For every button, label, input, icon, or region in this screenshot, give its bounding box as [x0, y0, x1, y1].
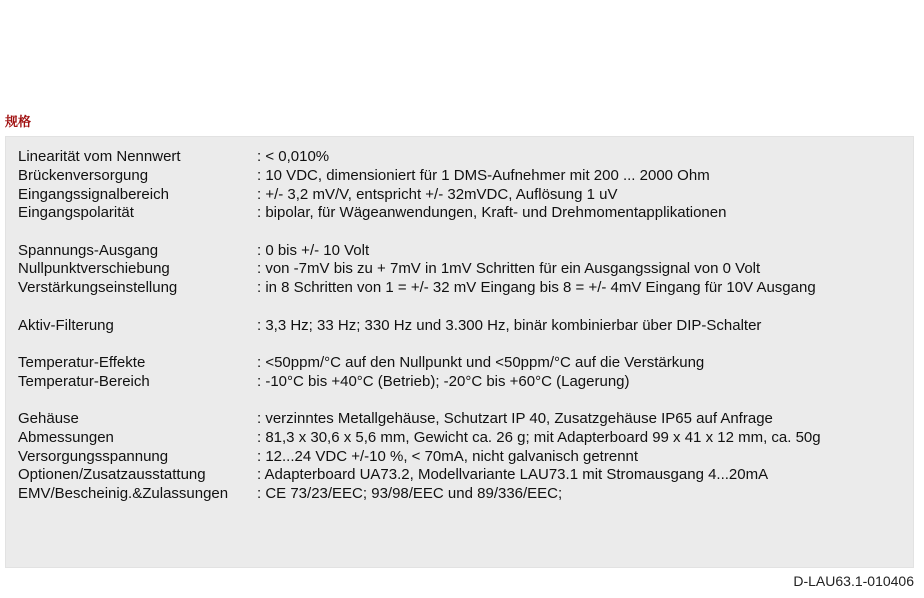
document-code: D-LAU63.1-010406: [793, 573, 914, 589]
spec-row-active-filter: [18, 316, 761, 335]
spec-value: : < 0,010%: [257, 148, 330, 165]
spec-row-zero-offset: [18, 259, 760, 278]
spec-value: : verzinntes Metallgehäuse, Schutzart IP 40, Zusatzgehäuse IP65 auf Anfrage: [257, 410, 773, 427]
spec-value: : +/- 3,2 mV/V, entspricht +/- 32mVDC, Auflösung 1 uV: [257, 186, 618, 203]
spec-value: : 3,3 Hz; 33 Hz; 330 Hz und 3.300 Hz, binär kombinierbar über DIP-Schalter: [257, 317, 762, 334]
spec-label: Abmessungen: [18, 429, 114, 446]
spec-label: Gehäuse: [18, 410, 79, 427]
spec-label: Linearität vom Nennwert: [18, 148, 181, 165]
spec-label: Temperatur-Effekte: [18, 354, 146, 371]
spec-row-options: [18, 465, 768, 484]
spec-value: : Adapterboard UA73.2, Modellvariante LAU73.1 mit Stromausgang 4...20mA: [257, 466, 769, 483]
spec-label: Brückenversorgung: [18, 167, 149, 184]
spec-row-input-polarity: [18, 203, 726, 222]
spec-label: Versorgungsspannung: [18, 448, 169, 465]
spec-label: Eingangssignalbereich: [18, 186, 169, 203]
spec-row-temperature-range: [18, 372, 630, 391]
spec-label: Verstärkungseinstellung: [18, 279, 178, 296]
spec-row-dimensions: [18, 428, 821, 447]
spec-row-supply-voltage: [18, 447, 638, 466]
section-title: 规格: [5, 115, 32, 130]
spec-value: : 12...24 VDC +/-10 %, < 70mA, nicht galvanisch getrennt: [257, 448, 639, 465]
spec-label: EMV/Bescheinig.&Zulassungen: [18, 485, 229, 502]
spec-row-gain-setting: [18, 278, 816, 297]
spec-value: : <50ppm/°C auf den Nullpunkt und <50ppm/°C auf die Verstärkung: [257, 354, 705, 371]
spec-value: : CE 73/23/EEC; 93/98/EEC und 89/336/EEC;: [257, 485, 563, 502]
spec-value: : von -7mV bis zu + 7mV in 1mV Schritten für ein Ausgangssignal von 0 Volt: [257, 260, 761, 277]
spec-value: : -10°C bis +40°C (Betrieb); -20°C bis +60°C (Lagerung): [257, 373, 630, 390]
spec-label: Aktiv-Filterung: [18, 317, 114, 334]
spec-label: Nullpunktverschiebung: [18, 260, 170, 277]
spec-label: Eingangspolarität: [18, 204, 134, 221]
spec-row-linearity: [18, 147, 329, 166]
spec-label: Optionen/Zusatzausstattung: [18, 466, 206, 483]
spec-value: : in 8 Schritten von 1 = +/- 32 mV Eingang bis 8 = +/- 4mV Eingang für 10V Ausgang: [257, 279, 816, 296]
spec-value: : 10 VDC, dimensioniert für 1 DMS-Aufnehmer mit 200 ... 2000 Ohm: [257, 167, 710, 184]
spec-row-temperature-effects: [18, 353, 704, 372]
spec-row-bridge-supply: [18, 166, 710, 185]
spec-row-housing: [18, 409, 773, 428]
spec-row-input-range: [18, 185, 617, 204]
spec-table: [5, 136, 914, 568]
spec-value: : bipolar, für Wägeanwendungen, Kraft- und Drehmomentapplikationen: [257, 204, 727, 221]
spec-row-voltage-output: [18, 241, 369, 260]
spec-value: : 81,3 x 30,6 x 5,6 mm, Gewicht ca. 26 g; mit Adapterboard 99 x 41 x 12 mm, ca. 50g: [257, 429, 821, 446]
spec-row-emc-approvals: [18, 484, 562, 503]
spec-label: Spannungs-Ausgang: [18, 242, 159, 259]
spec-label: Temperatur-Bereich: [18, 373, 150, 390]
spec-value: : 0 bis +/- 10 Volt: [257, 242, 370, 259]
